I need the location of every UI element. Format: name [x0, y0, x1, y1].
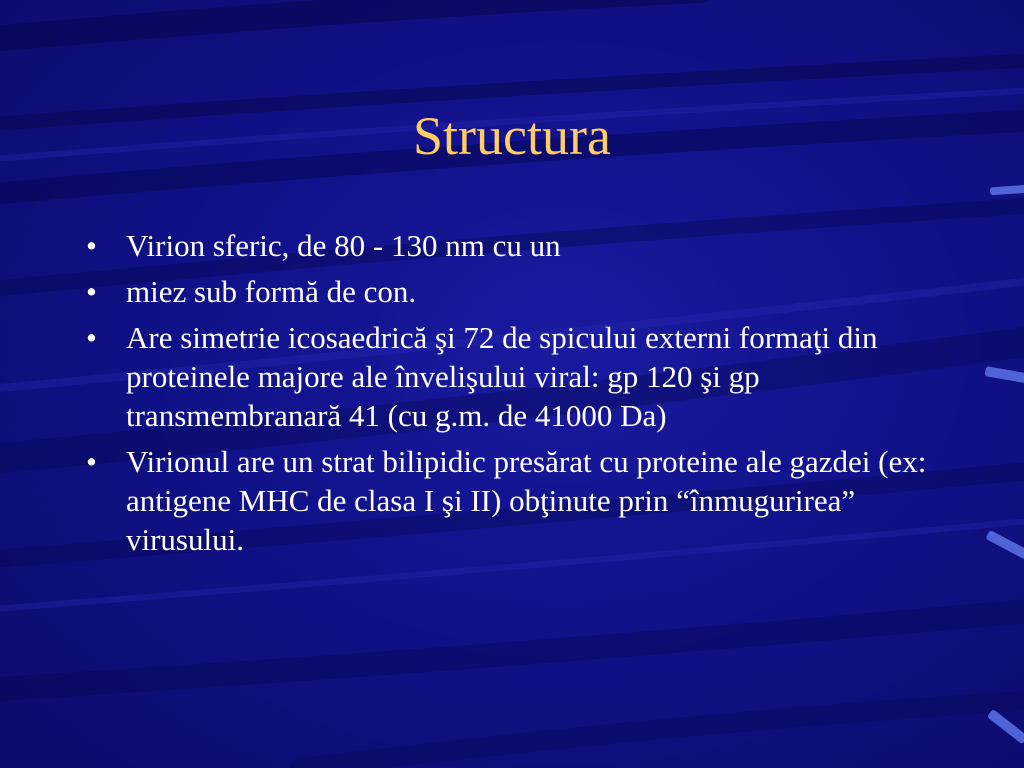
bullet-item — [86, 272, 946, 311]
slide-title: Structura — [413, 106, 611, 166]
bullet-item — [86, 442, 946, 559]
bullet-symbol: • — [86, 444, 97, 479]
bullet-symbol: • — [86, 320, 97, 355]
bullet-symbol: • — [86, 228, 97, 263]
bullet-list — [86, 226, 946, 566]
bullet-symbol: • — [86, 274, 97, 309]
bullet-text: Are simetrie icosaedrică şi 72 de spicului externi formaţi din proteinele majore ale învelişului viral: gp 120 şi gp transmembranară 41 (cu g.m. de 41000 Da) — [126, 320, 878, 433]
bullet-item — [86, 318, 946, 435]
bullet-text: miez sub formă de con. — [126, 274, 417, 309]
bullet-text: Virion sferic, de 80 - 130 nm cu un — [126, 228, 561, 263]
bullet-item — [86, 226, 946, 265]
bullet-text: Virionul are un strat bilipidic presărat cu proteine ale gazdei (ex: antigene MHC de clasa I şi II) obţinute prin “înmugurirea” virusului. — [126, 444, 927, 557]
